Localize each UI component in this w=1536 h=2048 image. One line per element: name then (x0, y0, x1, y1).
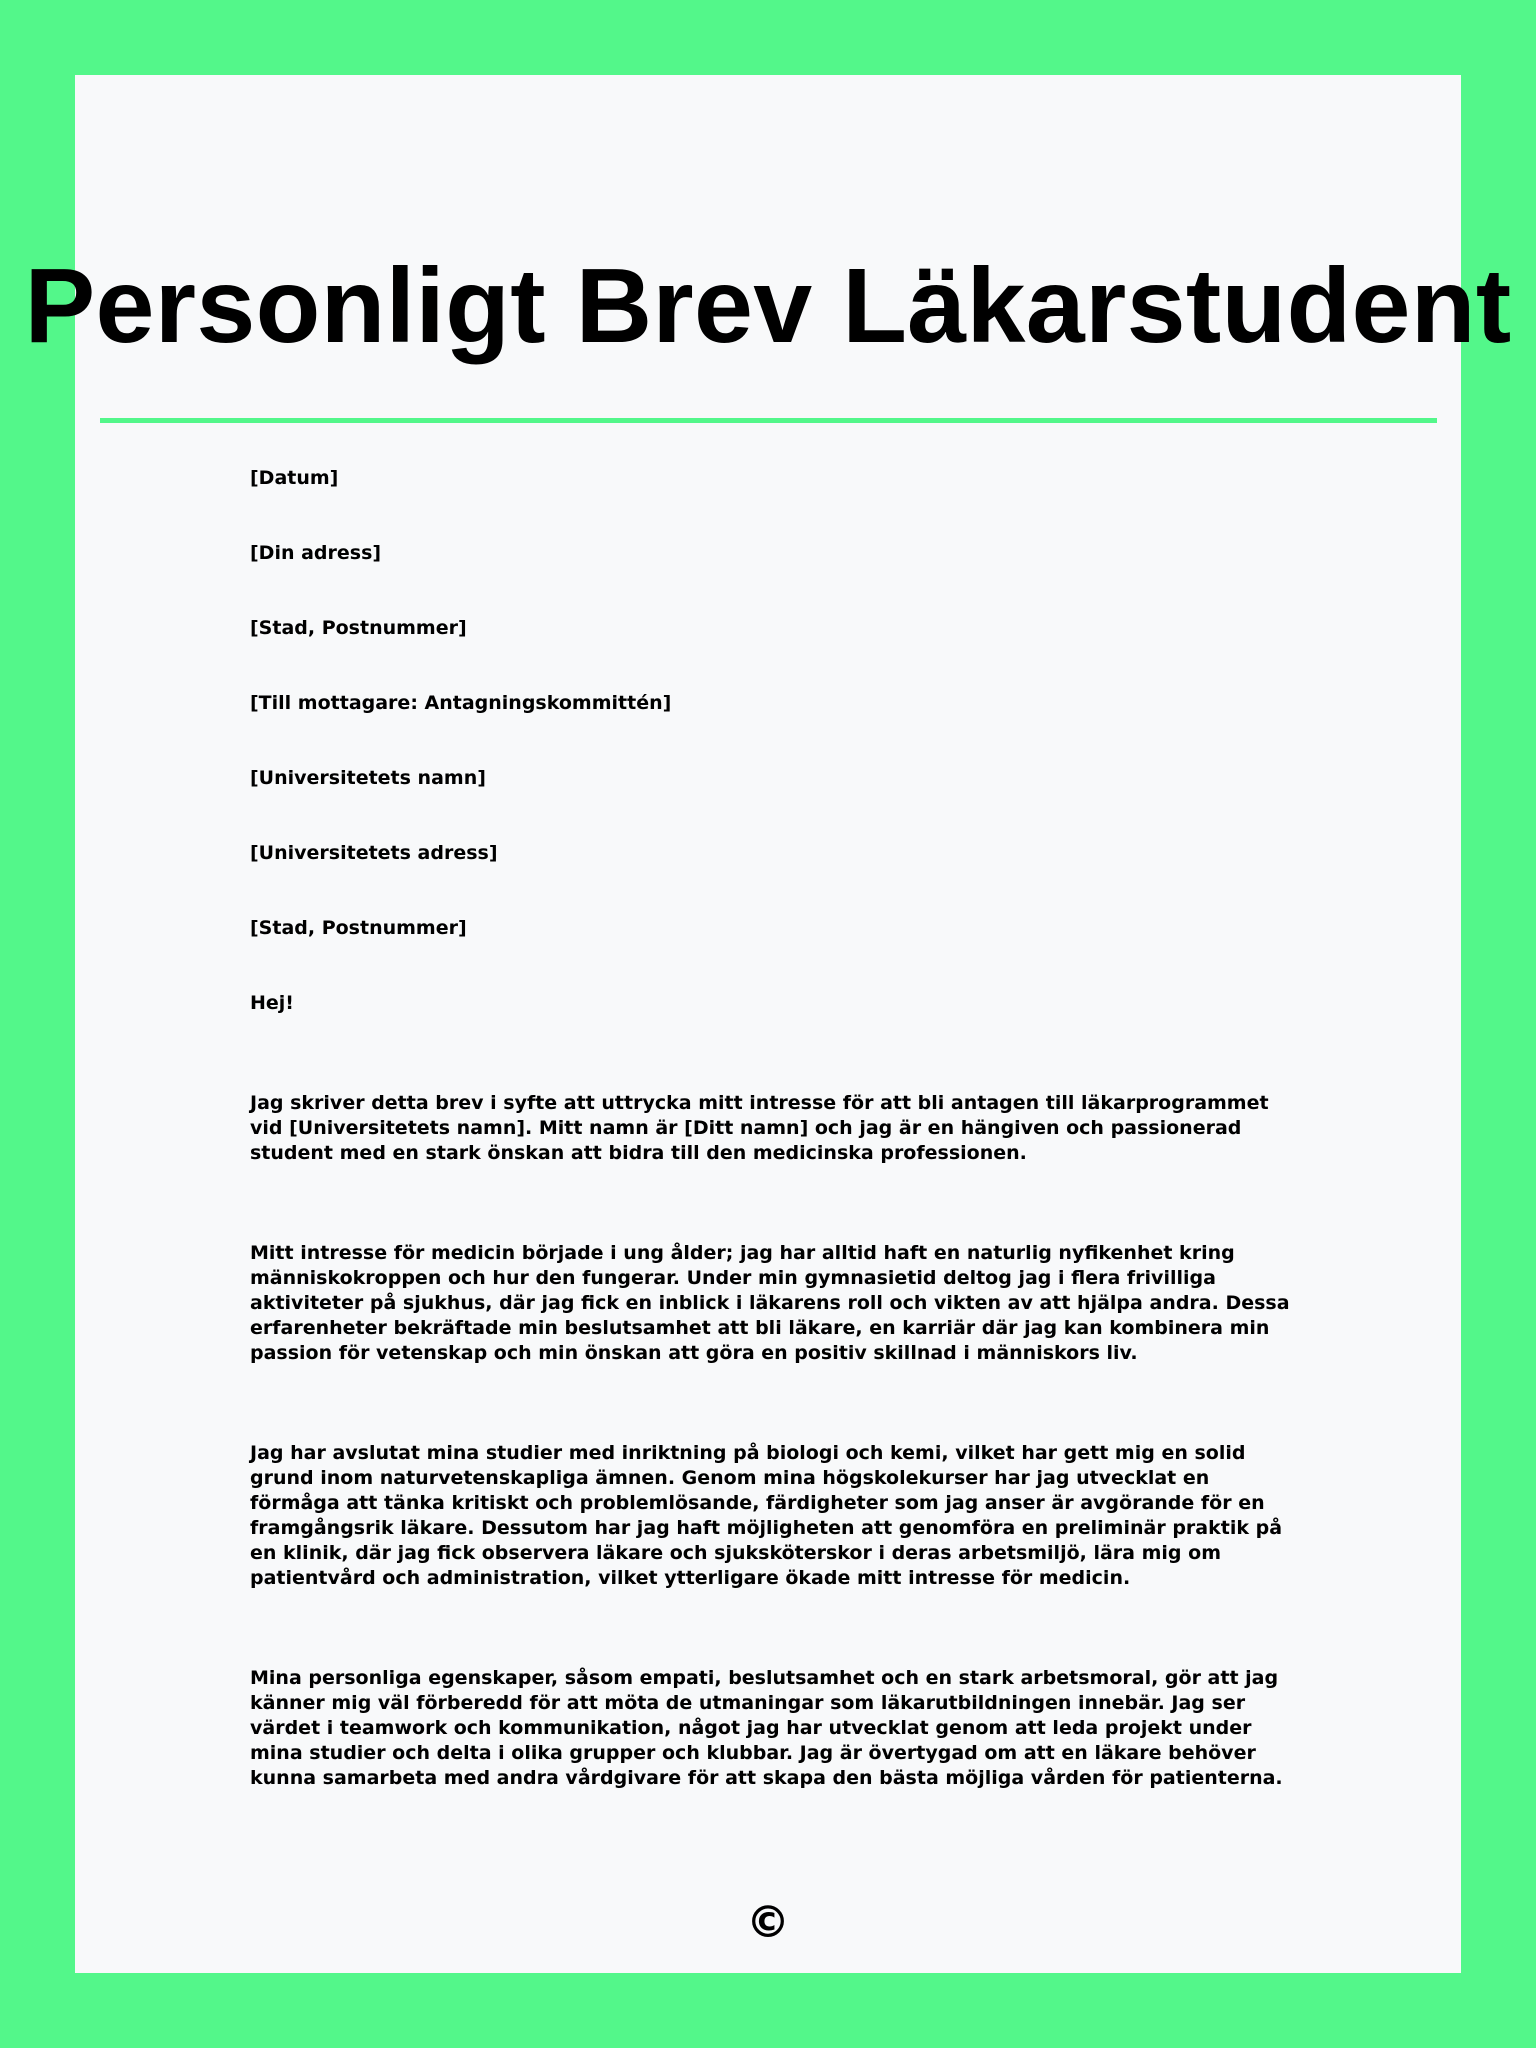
header-university-address: [Universitetets adress] (250, 842, 498, 864)
header-sender-address: [Din adress] (250, 542, 382, 564)
paragraph-intro: Jag skriver detta brev i syfte att uttrycka mitt intresse för att bli antagen till läkarprogrammet vid [Universitetets namn]. Mitt namn är [Ditt namn] och jag är en hängiven och passionerad student med en stark önskan att bidra till den medicinska professionen. (250, 1092, 1269, 1164)
page-title: Personligt Brev Läkarstudent (24, 247, 1512, 365)
header-sender-city: [Stad, Postnummer] (250, 617, 467, 639)
header-recipient: [Till mottagare: Antagningskommittén] (250, 692, 672, 714)
title-divider (100, 418, 1437, 423)
header-date: [Datum] (250, 467, 339, 489)
paragraph-studies: Jag har avslutat mina studier med inriktning på biologi och kemi, vilket har gett mig en solid grund inom naturvetenskapliga ämnen. Genom mina högskolekurser har jag utvecklat en förmåga att tänka kritiskt och problemlösande, färdigheter som jag anser är avgörande för en framgångsrik läkare. Dessutom har jag haft möjligheten att genomföra en preliminär praktik på en klinik, där jag fick observera läkare och sjuksköterskor i deras arbetsmiljö, lära mig om patientvård och administration, vilket ytterligare ökade mitt intresse för medicin. (250, 1442, 1283, 1589)
header-university-name: [Universitetets namn] (250, 767, 486, 789)
copyright-icon: © (746, 1897, 790, 1948)
letter-body (250, 466, 1290, 1866)
greeting: Hej! (250, 992, 294, 1014)
header-university-city: [Stad, Postnummer] (250, 917, 467, 939)
letter-header (250, 466, 1290, 941)
paragraph-interest: Mitt intresse för medicin började i ung ålder; jag har alltid haft en naturlig nyfikenhet kring människokroppen och hur den fungerar. Under min gymnasietid deltog jag i flera frivilliga aktiviteter på sjukhus, där jag fick en inblick i läkarens roll och vikten av att hjälpa andra. Dessa erfarenheter bekräftade min beslutsamhet att bli läkare, en karriär där jag kan kombinera min passion för vetenskap och min önskan att göra en positiv skillnad i människors liv. (250, 1242, 1290, 1364)
paragraph-qualities: Mina personliga egenskaper, såsom empati, beslutsamhet och en stark arbetsmoral, gör att jag känner mig väl förberedd för att möta de utmaningar som läkarutbildningen innebär. Jag ser värdet i teamwork och kommunikation, något jag har utvecklat genom att leda projekt under mina studier och delta i olika grupper och klubbar. Jag är övertygad om att en läkare behöver kunna samarbeta med andra vårdgivare för att skapa den bästa möjliga vården för patienterna. (250, 1667, 1283, 1789)
